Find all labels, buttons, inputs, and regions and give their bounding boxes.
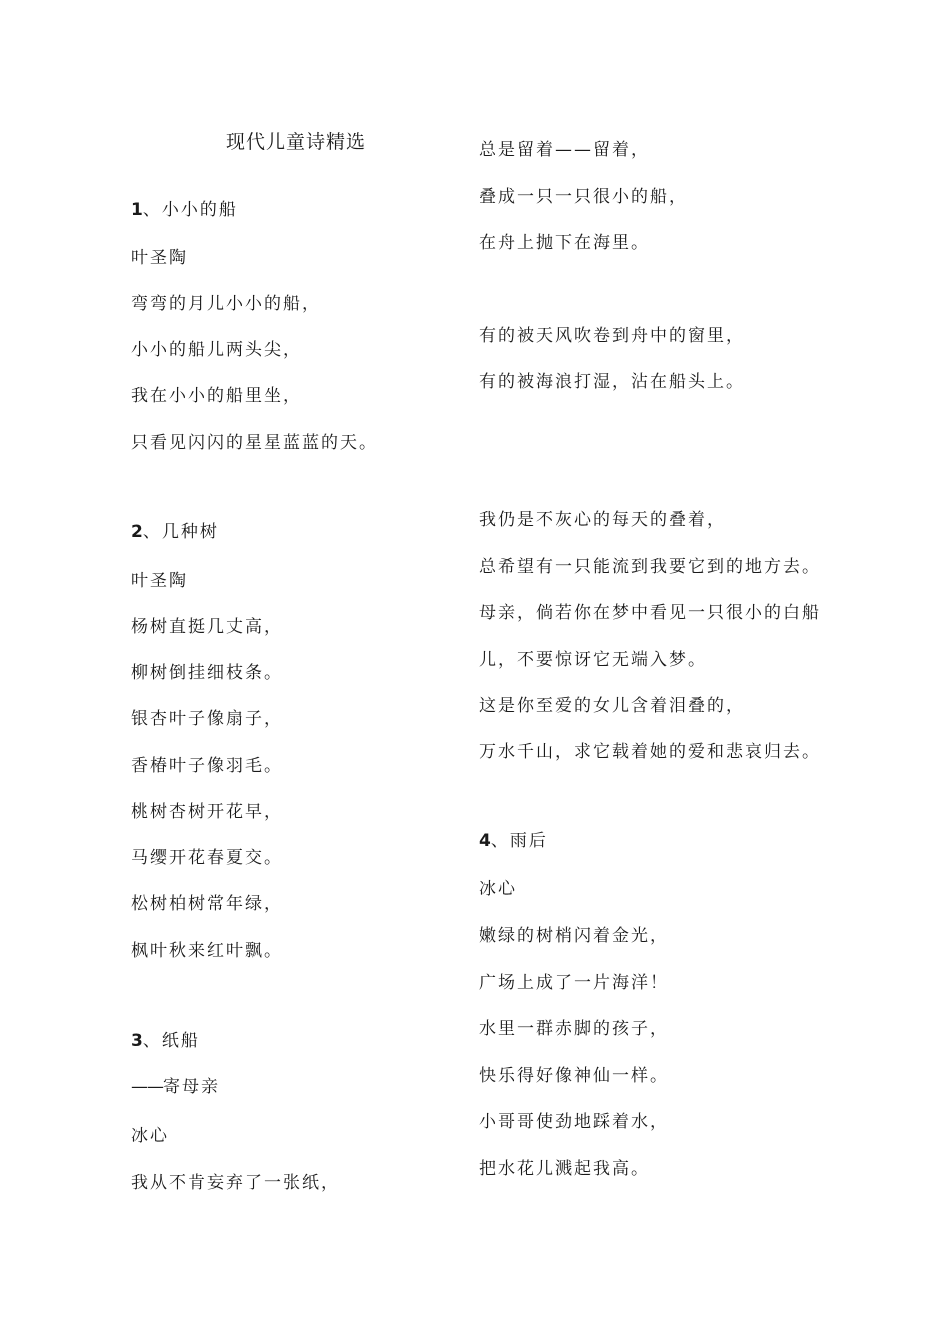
poem-line xyxy=(131,661,283,685)
line-text: 弯弯的月儿小小的船， xyxy=(131,294,321,314)
line-text: 这是你至爱的女儿含着泪叠的， xyxy=(479,696,745,716)
poem-line xyxy=(479,1157,650,1181)
line-text: 把水花儿溅起我高。 xyxy=(479,1159,650,1179)
poem-line xyxy=(479,971,669,995)
line-text: 冰心 xyxy=(479,879,517,899)
poem-heading xyxy=(131,520,219,544)
poem-line xyxy=(479,1017,669,1041)
poem-line xyxy=(131,569,188,593)
line-text: 叶圣陶 xyxy=(131,248,188,268)
line-text: 有的被天风吹卷到舟中的窗里， xyxy=(479,326,745,346)
page-title: 现代儿童诗精选 xyxy=(226,131,367,153)
poem-line xyxy=(479,740,821,764)
line-text: 杨树直挺几丈高， xyxy=(131,617,283,637)
poem-line xyxy=(479,370,745,394)
poem-line xyxy=(479,648,707,672)
line-text: 小小的船儿两头尖， xyxy=(131,340,302,360)
poem-line xyxy=(131,246,188,270)
poem-line xyxy=(131,615,283,639)
poem-heading xyxy=(479,829,548,853)
line-text: 马缨开花春夏交。 xyxy=(131,848,283,868)
poem-line xyxy=(131,1075,220,1099)
line-text: 我仍是不灰心的每天的叠着， xyxy=(479,510,726,530)
poem-number: 2 xyxy=(131,522,143,542)
poem-line xyxy=(479,601,821,625)
line-text: 叶圣陶 xyxy=(131,571,188,591)
line-text: 、小小的船 xyxy=(142,200,238,220)
line-text: 冰心 xyxy=(131,1126,169,1146)
poem-number: 1 xyxy=(131,200,143,220)
line-text: 嫩绿的树梢闪着金光， xyxy=(479,926,669,946)
poem-line xyxy=(131,707,283,731)
line-text: 我从不肯妄弃了一张纸， xyxy=(131,1173,340,1193)
line-text: 我在小小的船里坐， xyxy=(131,386,302,406)
poem-heading xyxy=(131,1029,200,1053)
line-text: 在舟上抛下在海里。 xyxy=(479,233,650,253)
em-dash: —— xyxy=(131,1077,163,1097)
poem-line xyxy=(131,1124,169,1148)
poem-line xyxy=(131,1171,340,1195)
poem-line xyxy=(479,508,726,532)
line-text: 水里一群赤脚的孩子， xyxy=(479,1019,669,1039)
poem-number: 4 xyxy=(479,831,491,851)
line-text: 香椿叶子像羽毛。 xyxy=(131,756,283,776)
poem-line xyxy=(479,877,517,901)
poem-line xyxy=(479,924,669,948)
line-text: 万水千山，求它载着她的爱和悲哀归去。 xyxy=(479,742,821,762)
line-text: 总是留着——留着， xyxy=(479,140,650,160)
line-text: 儿，不要惊讶它无端入梦。 xyxy=(479,650,707,670)
line-text: 松树柏树常年绿， xyxy=(131,894,283,914)
poem-line xyxy=(131,754,283,778)
line-text: 、雨后 xyxy=(490,831,548,851)
poem-line xyxy=(479,185,688,209)
poem-line xyxy=(131,292,321,316)
line-text: 总希望有一只能流到我要它到的地方去。 xyxy=(479,557,821,577)
line-text: 小哥哥使劲地踩着水， xyxy=(479,1112,669,1132)
poem-line xyxy=(131,892,283,916)
line-text: 广场上成了一片海洋！ xyxy=(479,973,669,993)
poem-line xyxy=(479,1110,669,1134)
line-text: 叠成一只一只很小的船， xyxy=(479,187,688,207)
poem-line xyxy=(131,846,283,870)
poem-line xyxy=(479,324,745,348)
poem-heading xyxy=(131,198,238,222)
poem-number: 3 xyxy=(131,1031,143,1051)
line-text: 、纸船 xyxy=(142,1031,200,1051)
line-text: 母亲，倘若你在梦中看见一只很小的白船 xyxy=(479,603,821,623)
line-text: 枫叶秋来红叶飘。 xyxy=(131,941,283,961)
line-text: 柳树倒挂细枝条。 xyxy=(131,663,283,683)
line-text: 桃树杏树开花早， xyxy=(131,802,283,822)
line-text: 银杏叶子像扇子， xyxy=(131,709,283,729)
poem-line xyxy=(479,555,821,579)
poem-line xyxy=(131,939,283,963)
poem-line xyxy=(479,138,650,162)
line-text: 寄母亲 xyxy=(163,1077,220,1097)
poem-line xyxy=(131,338,302,362)
poem-line xyxy=(479,694,745,718)
poem-line xyxy=(131,800,283,824)
line-text: 、几种树 xyxy=(142,522,219,542)
poem-line xyxy=(479,231,650,255)
line-text: 快乐得好像神仙一样。 xyxy=(479,1066,669,1086)
poem-line xyxy=(131,384,302,408)
poem-line xyxy=(479,1064,669,1088)
poem-line xyxy=(131,431,378,455)
line-text: 有的被海浪打湿，沾在船头上。 xyxy=(479,372,745,392)
line-text: 只看见闪闪的星星蓝蓝的天。 xyxy=(131,433,378,453)
